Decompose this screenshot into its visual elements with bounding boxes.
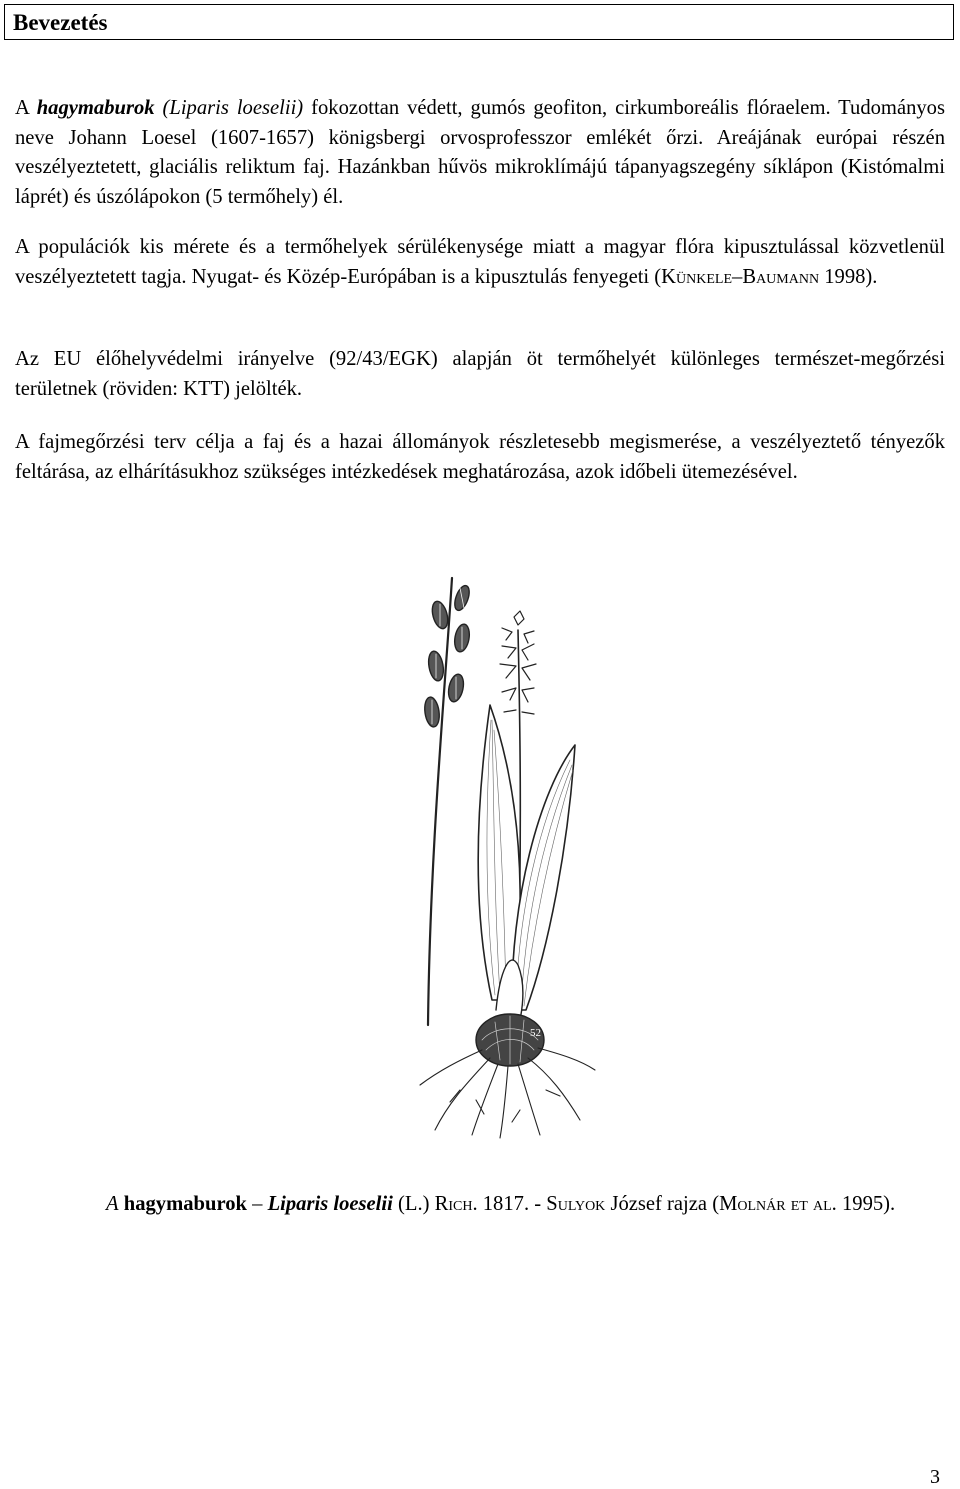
citation-dash: – <box>732 265 743 288</box>
caption-latin-name: Liparis loeselii <box>267 1193 393 1215</box>
page-number: 3 <box>930 1466 940 1488</box>
caption-author: Molnár et al. <box>719 1193 837 1215</box>
caption-text: (L.) <box>392 1193 435 1215</box>
caption-author: Sulyok <box>546 1193 606 1215</box>
species-common-name: hagymaburok <box>36 97 155 119</box>
caption-text: 1817. - <box>477 1193 547 1215</box>
paragraph-text: A fajmegőrzési terv célja a faj és a hazai állományok részletesebb megismerése, a veszélyeztető tényezők feltárása, az elhárításukhoz szükséges intézkedések meghatározása, azok időbeli ütemezésével. <box>15 431 945 483</box>
text-run: A populációk kis mérete és a termőhelyek sérülékenysége miatt a magyar flóra kipusztulással közvetlenül veszélyeztetett tagja. Nyugat- és Közép-Európában is a kipusztulás fenyegeti ( <box>15 236 945 288</box>
caption-common-name: hagymaburok <box>123 1193 247 1215</box>
drawing-signature: 52 <box>530 1027 541 1039</box>
caption-text: – <box>246 1193 268 1215</box>
caption-text: József rajza ( <box>605 1193 720 1215</box>
caption-text: A <box>106 1193 119 1215</box>
caption-text: 1995). <box>836 1193 896 1215</box>
text-run: fokozottan védett, gumós geofiton, cirkumboreális flóraelem. Tudományos neve Johann Loesel (1607-1657) königsbergi orvosprofesszor emlékét őrzi. Areájának európai részén veszélyeztetett, glaciális reliktum faj. Hazánkban hűvös mikroklímájú tápanyagszegény síklápon (Kistómalmi láprét) és úszólápokon (5 termőhely) él. <box>15 97 945 208</box>
text-run: A <box>15 97 37 119</box>
section-heading: Bevezetés <box>13 10 108 35</box>
intro-paragraph-4 <box>15 428 945 487</box>
intro-paragraph-2 <box>15 233 945 292</box>
section-heading-box <box>4 4 954 40</box>
figure-caption <box>106 1190 946 1220</box>
intro-paragraph-3 <box>15 345 945 404</box>
text-run: 1998). <box>819 265 878 288</box>
caption-author: Rich. <box>434 1193 478 1215</box>
citation-author: Baumann <box>742 265 820 288</box>
citation-author: Künkele <box>661 265 733 288</box>
species-latin-name: (Liparis loeselii) <box>162 97 304 119</box>
orchid-drawing-icon <box>400 570 600 1140</box>
text-run <box>155 97 163 119</box>
intro-paragraph-1 <box>15 94 945 212</box>
paragraph-text: Az EU élőhelyvédelmi irányelve (92/43/EGK) alapján öt termőhelyét különleges természet-megőrzési területnek (röviden: KTT) jelölték. <box>15 348 945 400</box>
